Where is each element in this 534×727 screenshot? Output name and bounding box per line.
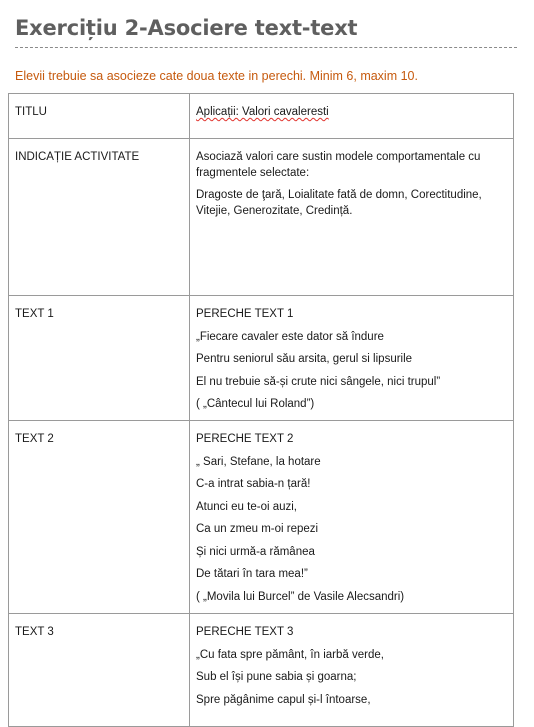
content-line: PERECHE TEXT 1	[196, 308, 294, 320]
activity-table	[8, 93, 514, 727]
content-line: ( „Cântecul lui Roland”)	[196, 398, 315, 410]
row-content	[190, 296, 514, 421]
table-row-titlu	[9, 94, 514, 139]
title-divider	[15, 47, 517, 48]
row-content	[190, 94, 514, 139]
table-row-indicatie	[9, 139, 514, 296]
content-line: De tătari în tara mea!”	[196, 568, 308, 580]
content-line: PERECHE TEXT 3	[196, 626, 294, 638]
row-label: TEXT 2	[9, 421, 190, 614]
row-label: INDICAȚIE ACTIVITATE	[9, 139, 190, 296]
content-line: Sub el își pune sabia și goarna;	[196, 671, 357, 683]
content-line: Pentru seniorul său arsita, gerul si lipsurile	[196, 353, 413, 365]
content-line: El nu trebuie să-și crute nici sângele, nici trupul”	[196, 375, 441, 388]
table-row-text-2	[9, 421, 514, 614]
content-line: C-a intrat sabia-n țară!	[196, 478, 311, 490]
content-line: „Fiecare cavaler este dator să îndure	[196, 330, 384, 343]
row-content	[190, 614, 514, 727]
row-content	[190, 421, 514, 614]
content-line: Dragoste de ţară, Loialitate fată de domn, Corectitudine, Vitejie, Generozitate, Credință.	[196, 189, 482, 217]
content-line: Și nici urmă-a rămânea	[196, 545, 315, 558]
content-line: Aplicații: Valori cavaleresti	[196, 106, 329, 118]
content-line: Asociază valori care sustin modele comportamentale cu fragmentele selectate:	[196, 151, 481, 179]
exercise-title: Exercițiu 2-Asociere text-text	[15, 16, 358, 40]
content-line: PERECHE TEXT 2	[196, 433, 294, 445]
content-line: Atunci eu te-oi auzi,	[196, 500, 298, 513]
table-row-text-3	[9, 614, 514, 727]
content-line: „ Sari, Stefane, la hotare	[196, 455, 321, 468]
content-line: „Cu fata spre pământ, în iarbă verde,	[196, 648, 384, 661]
exercise-instruction: Elevii trebuie sa asocieze cate doua texte in perechi. Minim 6, maxim 10.	[15, 69, 418, 83]
row-label: TEXT 3	[9, 614, 190, 727]
content-line: Ca un zmeu m-oi repezi	[196, 523, 319, 535]
content-line: Spre păgânime capul și-l întoarse,	[196, 693, 371, 706]
content-line: ( „Movila lui Burcel” de Vasile Alecsandri)	[196, 590, 405, 603]
row-label: TITLU	[9, 94, 190, 139]
row-label: TEXT 1	[9, 296, 190, 421]
table-row-text-1	[9, 296, 514, 421]
row-content	[190, 139, 514, 296]
